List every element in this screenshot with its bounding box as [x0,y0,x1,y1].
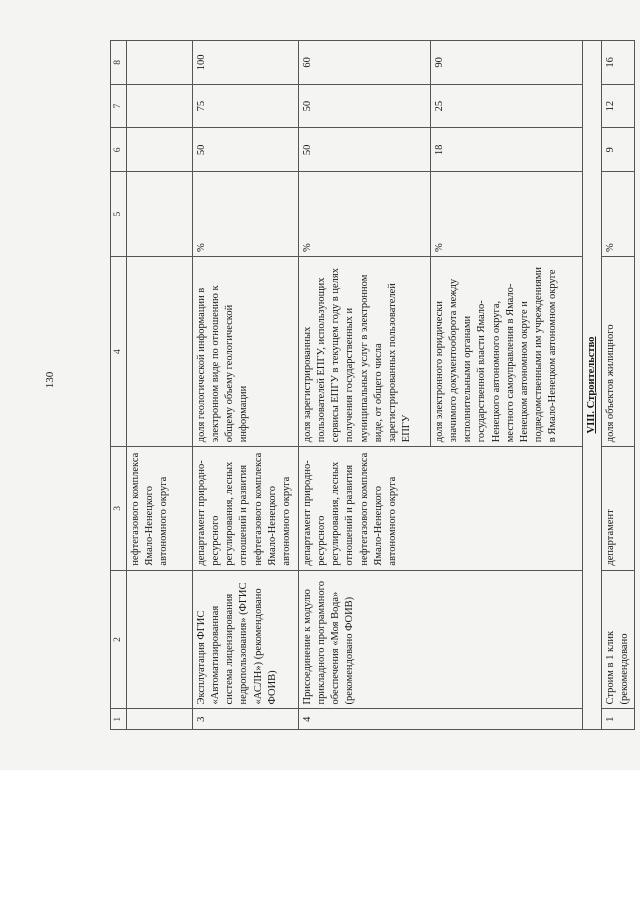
cell-value [126,41,192,85]
cell-number: 3 [192,709,298,730]
header-cell: 1 [111,709,127,730]
cell-value: 50 [192,128,298,172]
cell-value: 9 [601,128,634,172]
table-row [298,41,430,730]
cell-value: 18 [430,128,582,172]
cell-value: 16 [601,41,634,85]
cell-number: 1 [601,709,634,730]
cell-unit: % [430,172,582,257]
cell-unit: % [298,172,430,257]
cell-indicator: доля геологической информации в электронном виде по отношению к общему объему геологической информации [192,256,298,446]
cell-value: 12 [601,84,634,128]
cell-value: 100 [192,41,298,85]
table-row [192,41,298,730]
header-cell: 7 [111,84,127,128]
cell-indicator: доля объектов жилищного [601,256,634,446]
cell-org: департамент природно-ресурсного регулирования, лесных отношений и развития нефтегазового комплекса Ямало-Ненецкого автономного округа [192,447,298,570]
cell-value [126,128,192,172]
cell-task: Присоединение к модулю прикладного программного обеспечения «Моя Вода» (рекомендовано ФОИВ) [298,570,582,709]
header-cell: 6 [111,128,127,172]
cell-unit [126,172,192,257]
cell-value: 60 [298,41,430,85]
cell-value: 25 [430,84,582,128]
header-cell: 4 [111,256,127,446]
cell-org: департамент [601,447,634,570]
cell-task: Эксплуатация ФГИС «Автоматизированная система лицензирования недропользования» (ФГИС «АСЛН») (рекомендовано ФОИВ) [192,570,298,709]
cell-task: Строим в 1 клик (рекомендовано [601,570,634,709]
indicators-table [110,40,635,730]
cell-number [126,709,192,730]
cell-value: 50 [298,128,430,172]
header-row [111,41,127,730]
cell-value: 75 [192,84,298,128]
header-cell: 8 [111,41,127,85]
section-title: VIII. Строительство [582,41,601,730]
cell-org: нефтегазового комплекса Ямало-Ненецкого автономного округа [126,447,192,570]
cell-unit: % [192,172,298,257]
table-frame [110,40,631,730]
cell-number: 4 [298,709,582,730]
cell-value [126,84,192,128]
cell-unit: % [601,172,634,257]
cell-org: департамент природно-ресурсного регулирования, лесных отношений и развития нефтегазового комплекса Ямало-Ненецкого автономного округа [298,447,582,570]
page-number: 130 [44,371,56,389]
table-row [601,41,634,730]
table-row [126,41,192,730]
header-cell: 5 [111,172,127,257]
cell-task [126,570,192,709]
cell-indicator [126,256,192,446]
cell-indicator: доля зарегистрированных пользователей ЕПГУ, использующих сервисы ЕПГУ в текущем году в целях получения государственных и муниципальных услуг в электронном виде, от общего числа зарегистрированных пользователей ЕПГУ [298,256,430,446]
cell-indicator: доля электронного юридически значимого документооборота между исполнительными органами государственной власти Ямало-Ненецкого автономного округа, местного самоуправления в Ямало-Ненецком автономном округе и подведомственными им учреждениями в Ямало-Ненецком автономном округе [430,256,582,446]
cell-value: 50 [298,84,430,128]
section-row [582,41,601,730]
cell-value: 90 [430,41,582,85]
header-cell: 2 [111,570,127,709]
header-cell: 3 [111,447,127,570]
